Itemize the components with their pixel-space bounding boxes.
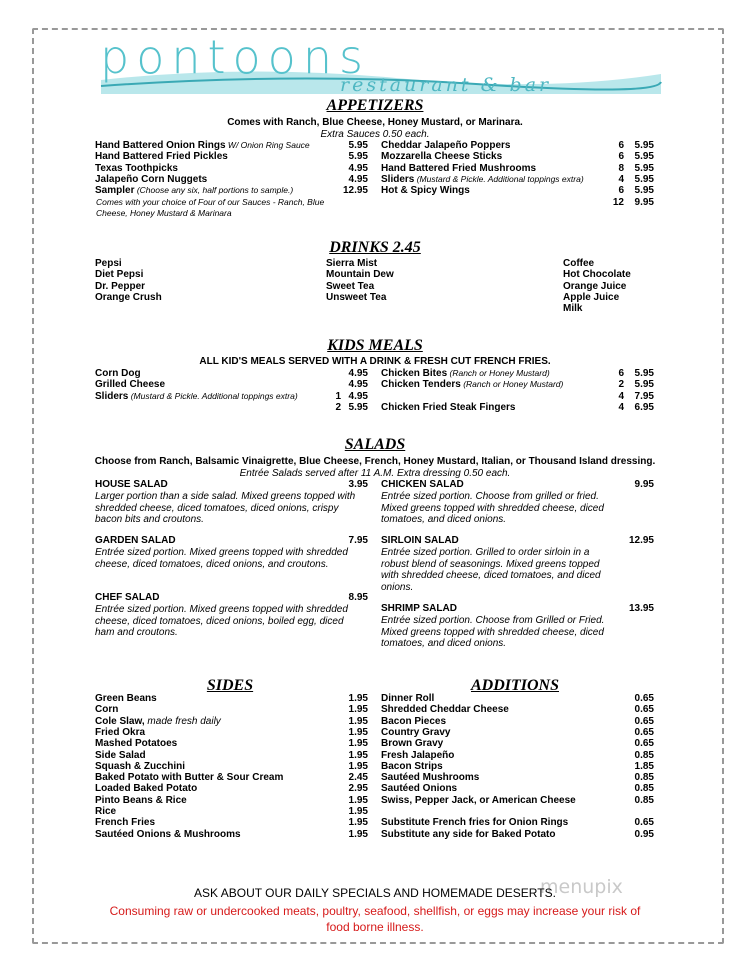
addition-item: Shredded Cheddar Cheese xyxy=(381,704,509,716)
addition-item: Bacon Pieces xyxy=(381,715,447,727)
addition-price: 0.85 xyxy=(634,749,654,761)
item-description: (Choose any six, half portions to sample.) xyxy=(134,185,294,196)
item-name: Sautéed Onions & Mushrooms xyxy=(95,828,241,840)
item-name: Corn xyxy=(95,704,119,716)
drink-item: Diet Pepsi xyxy=(95,269,144,281)
appetizers-title: APPETIZERS xyxy=(326,97,424,114)
salad-description: Entrée sized portion. Mixed greens topped with shredded cheese, diced tomatoes, diced onions, and croutons. xyxy=(95,547,348,570)
side-price: 2.95 xyxy=(348,783,368,795)
item-description: (Mustard & Pickle. Additional toppings extra) xyxy=(414,173,584,184)
drink-item: Orange Juice xyxy=(563,280,627,292)
salad-name: SHRIMP SALAD xyxy=(381,603,457,614)
side-item xyxy=(95,704,118,715)
item-name: Hand Battered Onion Rings xyxy=(95,140,226,151)
specials-note: ASK ABOUT OUR DAILY SPECIALS AND HOMEMADE DESERTS. xyxy=(194,886,556,900)
kids-qty: 2 xyxy=(618,379,624,391)
appetizer-price: 5.95 xyxy=(634,173,654,185)
appetizer-item xyxy=(381,185,470,196)
appetizer-qty: 8 xyxy=(618,162,624,174)
item-name: Hot & Spicy Wings xyxy=(381,185,470,197)
salad-price: 3.95 xyxy=(348,479,368,490)
side-price: 1.95 xyxy=(348,828,368,840)
side-price: 1.95 xyxy=(348,760,368,772)
appetizer-item xyxy=(95,174,207,185)
side-item xyxy=(95,716,221,727)
side-price: 1.95 xyxy=(348,738,368,750)
item-name: Cole Slaw, xyxy=(95,715,145,727)
appetizer-item xyxy=(381,174,584,185)
kids-item xyxy=(381,368,550,379)
appetizers-note: Comes with Ranch, Blue Cheese, Honey Mustard, or Marinara. xyxy=(227,117,523,128)
appetizer-item xyxy=(95,151,228,162)
addition-price: 0.65 xyxy=(634,817,654,829)
additions-title: ADDITIONS xyxy=(470,677,559,694)
side-price: 1.95 xyxy=(348,806,368,817)
drink-item: Apple Juice xyxy=(563,291,620,303)
addition-price: 0.85 xyxy=(634,783,654,795)
side-item xyxy=(95,761,185,772)
item-name: Chicken Fried Steak Fingers xyxy=(381,401,516,413)
side-price: 1.95 xyxy=(348,704,368,716)
appetizer-item xyxy=(95,140,310,151)
salad-price: 12.95 xyxy=(628,535,654,546)
addition-item: Substitute any side for Baked Potato xyxy=(381,828,556,840)
kids-item xyxy=(381,379,563,390)
addition-item: Brown Gravy xyxy=(381,738,444,750)
appetizer-price: 5.95 xyxy=(634,185,654,197)
side-item xyxy=(95,783,197,794)
addition-price: 0.95 xyxy=(634,828,654,840)
item-name: Texas Toothpicks xyxy=(95,162,178,174)
kids-price: 6.95 xyxy=(634,401,654,413)
appetizer-qty: 4 xyxy=(618,173,624,185)
item-description: W/ Onion Ring Sauce xyxy=(225,140,310,150)
salad-description: Entrée sized portion. Choose from Grilled or Fried. Mixed greens topped with shredded cheese, diced tomatoes, and diced onions. xyxy=(381,615,605,649)
appetizer-item xyxy=(95,185,293,196)
kids-price: 5.95 xyxy=(634,368,654,379)
item-description: (Ranch or Honey Mustard) xyxy=(447,368,550,378)
addition-item: Country Gravy xyxy=(381,726,451,738)
item-name: Sampler xyxy=(95,185,135,197)
item-name: Grilled Cheese xyxy=(95,379,166,391)
salad-description: Entrée sized portion. Choose from grilled or fried. Mixed greens topped with shredded cheese, diced tomatoes, and diced onions. xyxy=(381,491,604,525)
appetizer-price: 5.95 xyxy=(634,140,654,151)
addition-price: 1.85 xyxy=(634,760,654,772)
appetizers-extra: Extra Sauces 0.50 each. xyxy=(320,129,430,140)
kids-qty: 4 xyxy=(618,401,624,413)
side-item xyxy=(95,817,155,828)
side-item xyxy=(95,795,187,806)
item-name: Baked Potato with Butter & Sour Cream xyxy=(95,772,284,784)
appetizer-price: 9.95 xyxy=(634,196,654,208)
appetizer-item xyxy=(381,140,510,151)
item-name: Squash & Zucchini xyxy=(95,760,186,772)
kids-item xyxy=(95,391,298,402)
side-price: 2.45 xyxy=(348,772,368,784)
appetizer-price: 12.95 xyxy=(342,185,368,197)
addition-price: 0.65 xyxy=(634,693,654,704)
kids-qty: 2 xyxy=(335,401,341,413)
item-name: Fried Okra xyxy=(95,726,146,738)
addition-price: 0.85 xyxy=(634,794,654,806)
item-name: Pinto Beans & Rice xyxy=(95,794,187,806)
side-item xyxy=(95,727,145,738)
sides-title: SIDES xyxy=(206,677,254,694)
appetizer-qty: 6 xyxy=(618,151,624,163)
kids-price: 5.95 xyxy=(634,379,654,391)
addition-item: Substitute French fries for Onion Rings xyxy=(381,817,569,829)
item-name: Mashed Potatoes xyxy=(95,738,178,750)
drink-item: Unsweet Tea xyxy=(326,291,387,303)
addition-item: Fresh Jalapeño xyxy=(381,749,455,761)
item-description: (Mustard & Pickle. Additional toppings extra) xyxy=(128,390,298,401)
drinks-title: DRINKS 2.45 xyxy=(329,239,421,256)
side-item xyxy=(95,738,177,749)
kids-qty: 1 xyxy=(335,390,341,402)
kids-price: 4.95 xyxy=(348,379,368,391)
side-price: 1.95 xyxy=(348,817,368,829)
kids-note: ALL KID'S MEALS SERVED WITH A DRINK & FRESH CUT FRENCH FRIES. xyxy=(199,356,551,367)
appetizer-price: 5.95 xyxy=(348,140,368,151)
appetizer-item xyxy=(381,163,536,174)
drink-item: Mountain Dew xyxy=(326,269,394,281)
addition-item: Dinner Roll xyxy=(381,693,435,704)
watermark: menupix xyxy=(540,876,623,898)
kids-qty: 4 xyxy=(618,390,624,402)
appetizer-price: 5.95 xyxy=(348,151,368,163)
item-description: made fresh daily xyxy=(144,715,221,727)
addition-item: Sautéed Onions xyxy=(381,783,458,795)
addition-price: 0.85 xyxy=(634,772,654,784)
sampler-note: Comes with your choice of Four of our Sauces - Ranch, Blue Cheese, Honey Mustard & Marinara xyxy=(96,197,325,218)
kids-item xyxy=(381,402,516,413)
salad-description: Entrée sized portion. Mixed greens topped with shredded cheese, diced tomatoes, diced onions, boiled egg, diced ham and croutons. xyxy=(95,604,348,638)
salad-price: 8.95 xyxy=(348,592,368,603)
drink-item: Milk xyxy=(563,303,583,315)
salad-description: Larger portion than a side salad. Mixed greens topped with shredded cheese, diced tomatoes, diced onions, crispy bacon bits and croutons. xyxy=(95,491,356,525)
addition-item: Sautéed Mushrooms xyxy=(381,772,480,784)
kids-price: 4.95 xyxy=(348,368,368,379)
appetizer-qty: 6 xyxy=(618,140,624,151)
item-name: Hand Battered Fried Mushrooms xyxy=(381,162,537,174)
addition-price: 0.65 xyxy=(634,738,654,750)
side-item xyxy=(95,693,157,704)
drink-item: Coffee xyxy=(563,258,595,269)
item-name: Jalapeño Corn Nuggets xyxy=(95,173,208,185)
addition-price: 0.65 xyxy=(634,726,654,738)
appetizer-price: 4.95 xyxy=(348,173,368,185)
appetizer-price: 5.95 xyxy=(634,162,654,174)
kids-price: 4.95 xyxy=(348,390,368,402)
brand-subtitle: restaurant & bar xyxy=(340,74,552,96)
drink-item: Sierra Mist xyxy=(326,258,378,269)
kids-item xyxy=(95,368,141,379)
item-name: Chicken Tenders xyxy=(381,379,461,391)
salad-description: Entrée sized portion. Grilled to order sirloin in a robust blend of seasonings. Mixed greens topped with shredded cheese, diced tomatoes, and diced onions. xyxy=(381,547,601,593)
warning-line-1: Consuming raw or undercooked meats, poultry, seafood, shellfish, or eggs may increase your risk of xyxy=(109,904,641,918)
kids-item xyxy=(95,379,165,390)
addition-price: 0.65 xyxy=(634,715,654,727)
appetizer-item xyxy=(95,163,178,174)
drink-item: Sweet Tea xyxy=(326,280,375,292)
item-name: Corn Dog xyxy=(95,368,141,379)
item-name: Sliders xyxy=(381,173,415,185)
addition-price: 0.65 xyxy=(634,704,654,716)
side-price: 1.95 xyxy=(348,749,368,761)
appetizer-qty: 6 xyxy=(618,185,624,197)
drink-item: Hot Chocolate xyxy=(563,269,631,281)
appetizer-qty: 12 xyxy=(612,196,624,208)
side-item xyxy=(95,772,283,783)
appetizer-item xyxy=(381,151,502,162)
side-price: 1.95 xyxy=(348,693,368,704)
salad-name: HOUSE SALAD xyxy=(95,479,168,490)
warning-line-2: food borne illness. xyxy=(326,920,424,934)
salads-title: SALADS xyxy=(344,436,406,453)
appetizer-price: 4.95 xyxy=(348,162,368,174)
item-name: Cheddar Jalapeño Poppers xyxy=(381,140,511,151)
side-price: 1.95 xyxy=(348,726,368,738)
side-price: 1.95 xyxy=(348,794,368,806)
salad-price: 9.95 xyxy=(634,479,654,490)
side-item xyxy=(95,750,146,761)
item-description: (Ranch or Honey Mustard) xyxy=(460,379,564,390)
salad-name: CHICKEN SALAD xyxy=(381,479,464,490)
salads-extra: Entrée Salads served after 11 A.M. Extra dressing 0.50 each. xyxy=(239,468,511,479)
item-name: Loaded Baked Potato xyxy=(95,783,198,795)
kids-price: 5.95 xyxy=(348,401,368,413)
kids-price: 7.95 xyxy=(634,390,654,402)
salad-name: SIRLOIN SALAD xyxy=(381,535,459,546)
addition-item: Swiss, Pepper Jack, or American Cheese xyxy=(381,794,576,806)
side-item xyxy=(95,829,241,840)
salads-note: Choose from Ranch, Balsamic Vinaigrette, Blue Cheese, French, Honey Mustard, Italian, or Thousand Island dressing. xyxy=(94,456,656,467)
item-name: Hand Battered Fried Pickles xyxy=(95,151,228,163)
item-name: Rice xyxy=(95,806,117,817)
side-item xyxy=(95,806,116,817)
salad-price: 13.95 xyxy=(628,603,654,614)
addition-item: Bacon Strips xyxy=(381,760,443,772)
kids-qty: 6 xyxy=(618,368,624,379)
drink-item: Dr. Pepper xyxy=(95,280,146,292)
item-name: French Fries xyxy=(95,817,156,829)
salad-name: CHEF SALAD xyxy=(95,592,160,603)
salad-name: GARDEN SALAD xyxy=(95,535,176,546)
side-price: 1.95 xyxy=(348,715,368,727)
appetizer-price: 5.95 xyxy=(634,151,654,163)
item-name: Chicken Bites xyxy=(381,368,448,379)
salad-price: 7.95 xyxy=(348,535,368,546)
brand-name: pontoons xyxy=(100,30,370,84)
drink-item: Orange Crush xyxy=(95,291,162,303)
kids-title: KIDS MEALS xyxy=(327,337,423,354)
item-name: Mozzarella Cheese Sticks xyxy=(381,151,503,163)
item-name: Green Beans xyxy=(95,693,157,704)
item-name: Side Salad xyxy=(95,749,146,761)
drink-item: Pepsi xyxy=(95,258,122,269)
item-name: Sliders xyxy=(95,390,129,402)
